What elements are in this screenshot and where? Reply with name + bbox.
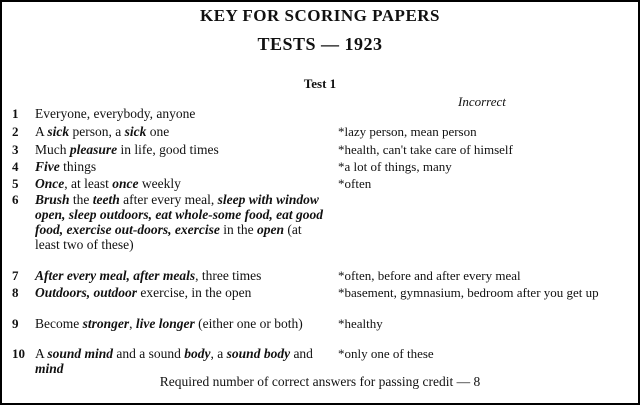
correct-answer-3: Much pleasure in life, good times [35, 142, 219, 157]
item-number: 7 [12, 268, 19, 283]
item-number: 8 [12, 285, 19, 300]
correct-answer-10: A sound mind and a sound body, a sound body and mind [35, 346, 313, 376]
item-number: 5 [12, 176, 19, 191]
correct-answer-2: A sick person, a sick one [35, 124, 170, 139]
item-number: 1 [12, 106, 19, 121]
incorrect-answer-7: *often, before and after every meal [338, 268, 521, 283]
item-number: 9 [12, 316, 19, 331]
item-number: 2 [12, 124, 19, 139]
incorrect-answer-4: *a lot of things, many [338, 159, 452, 174]
correct-answer-7: After every meal, after meals, three times [35, 268, 262, 283]
incorrect-answer-10: *only one of these [338, 346, 434, 361]
correct-answer-1: Everyone, everybody, anyone [35, 106, 196, 121]
correct-answer-4: Five things [35, 159, 97, 174]
incorrect-column-header: Incorrect [458, 94, 506, 109]
correct-answer-6: Brush the teeth after every meal, sleep with window open, sleep outdoors, eat whole-some food, eat good food, exercise out-doors, exercise in the open (at least two of these) [35, 192, 323, 252]
document-title: KEY FOR SCORING PAPERS [199, 6, 441, 25]
document-subtitle: TESTS — 1923 [257, 34, 383, 54]
item-number: 3 [12, 142, 19, 157]
incorrect-answer-9: *healthy [338, 316, 383, 331]
test-label: Test 1 [303, 76, 337, 91]
passing-credit-note: Required number of correct answers for passing credit — 8 [159, 374, 481, 389]
item-number: 4 [12, 159, 19, 174]
correct-answer-8: Outdoors, outdoor exercise, in the open [35, 285, 252, 300]
correct-answer-9: Become stronger, live longer (either one or both) [35, 316, 303, 331]
incorrect-answer-8: *basement, gymnasium, bedroom after you get up [338, 285, 599, 300]
item-number: 6 [12, 192, 19, 207]
item-number: 10 [12, 346, 25, 361]
incorrect-answer-5: *often [338, 176, 372, 191]
incorrect-answer-3: *health, can't take care of himself [338, 142, 513, 157]
correct-answer-5: Once, at least once weekly [35, 176, 181, 191]
incorrect-answer-2: *lazy person, mean person [338, 124, 477, 139]
